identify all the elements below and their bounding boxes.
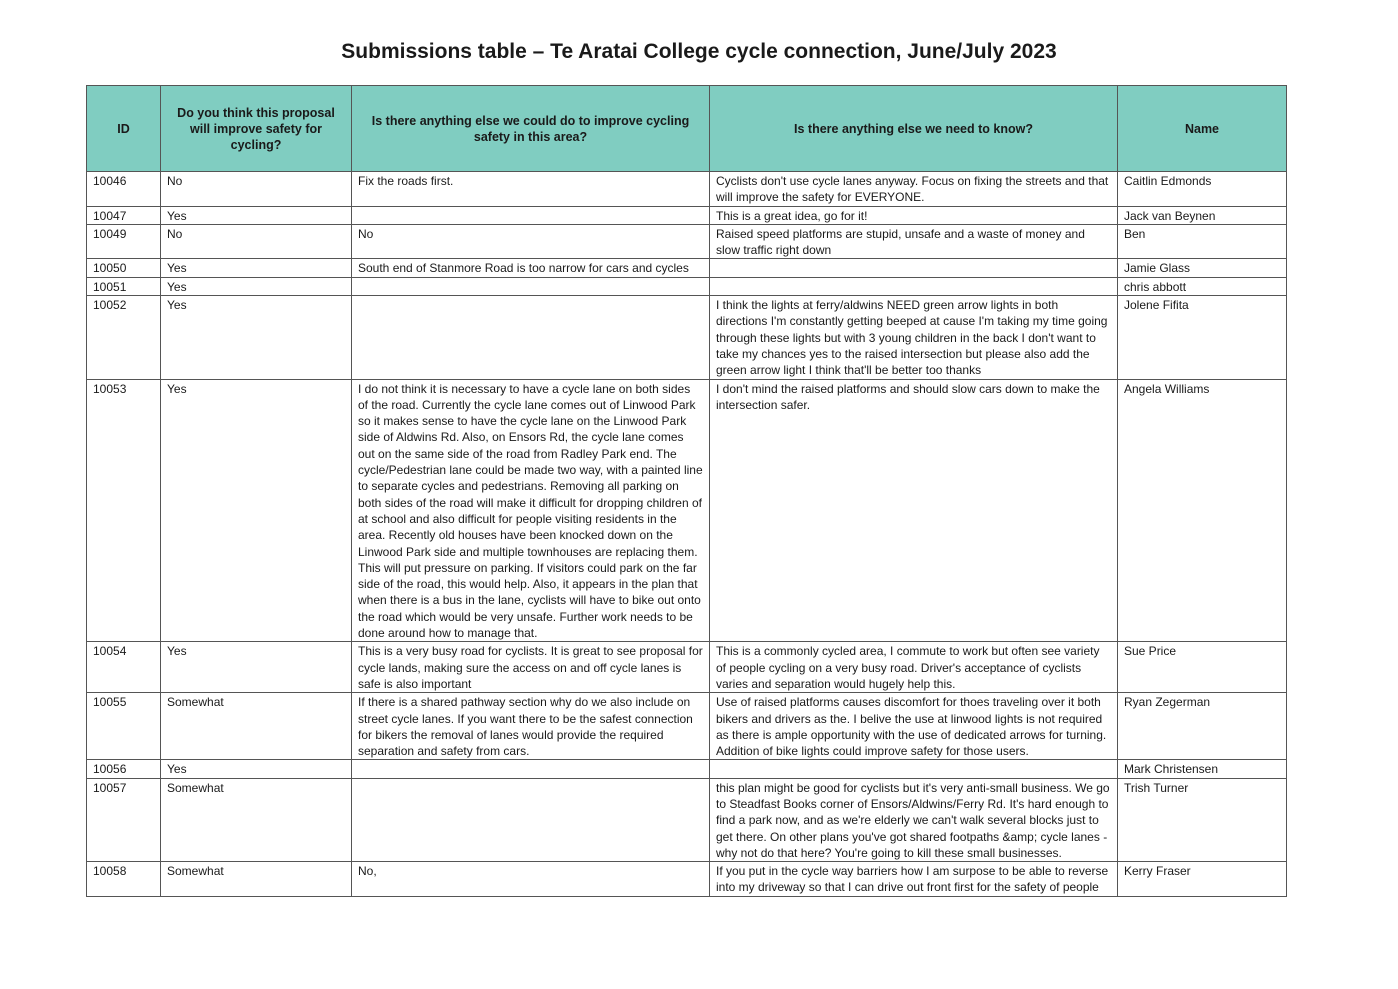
cell-name: Sue Price: [1118, 642, 1287, 693]
cell-anything-else-improve: Fix the roads first.: [352, 172, 710, 207]
cell-name: Kerry Fraser: [1118, 862, 1287, 897]
table-row: [87, 172, 1287, 207]
column-header-anything-else-know: Is there anything else we need to know?: [710, 86, 1118, 172]
cell-name: Ryan Zegerman: [1118, 693, 1287, 760]
cell-id: 10051: [87, 277, 161, 295]
cell-id: 10055: [87, 693, 161, 760]
cell-anything-else-improve: No: [352, 224, 710, 259]
table-header-row: [87, 86, 1287, 172]
column-header-improve-safety: Do you think this proposal will improve safety for cycling?: [161, 86, 352, 172]
cell-name: Caitlin Edmonds: [1118, 172, 1287, 207]
cell-name: Jack van Beynen: [1118, 206, 1287, 224]
table-row: [87, 224, 1287, 259]
cell-improve-safety: Yes: [161, 206, 352, 224]
cell-anything-else-improve: This is a very busy road for cyclists. It is great to see proposal for cycle lands, making sure the access on and off cycle lanes is safe is also important: [352, 642, 710, 693]
cell-anything-else-improve: No,: [352, 862, 710, 897]
table-row: [87, 862, 1287, 897]
column-header-id: ID: [87, 86, 161, 172]
cell-id: 10049: [87, 224, 161, 259]
cell-improve-safety: Yes: [161, 296, 352, 379]
column-header-name: Name: [1118, 86, 1287, 172]
cell-anything-else-know: If you put in the cycle way barriers how I am surpose to be able to reverse into my driveway so that I can drive out front first for the safety of people: [710, 862, 1118, 897]
cell-anything-else-know: [710, 259, 1118, 277]
cell-improve-safety: Yes: [161, 259, 352, 277]
cell-id: 10058: [87, 862, 161, 897]
cell-improve-safety: Somewhat: [161, 862, 352, 897]
cell-anything-else-know: this plan might be good for cyclists but it's very anti-small business. We go to Steadfast Books corner of Ensors/Aldwins/Ferry Rd. It's hard enough to find a park now, and as we're elderly we can't walk several blocks just to get there. On other plans you've got shared footpaths &amp; cycle lanes - why not do that here? You're going to kill these small businesses.: [710, 778, 1118, 861]
cell-id: 10057: [87, 778, 161, 861]
cell-name: chris abbott: [1118, 277, 1287, 295]
cell-id: 10052: [87, 296, 161, 379]
cell-id: 10054: [87, 642, 161, 693]
cell-anything-else-improve: [352, 277, 710, 295]
cell-id: 10056: [87, 760, 161, 778]
cell-name: Angela Williams: [1118, 379, 1287, 642]
cell-improve-safety: No: [161, 172, 352, 207]
cell-anything-else-improve: South end of Stanmore Road is too narrow for cars and cycles: [352, 259, 710, 277]
cell-name: Mark Christensen: [1118, 760, 1287, 778]
cell-anything-else-know: I think the lights at ferry/aldwins NEED green arrow lights in both directions I'm constantly getting beeped at cause I'm taking my time going through these lights but with 3 young children in the back I don't want to take my chances yes to the raised intersection but please also add the green arrow light I think that'll be better too thanks: [710, 296, 1118, 379]
cell-anything-else-improve: [352, 760, 710, 778]
column-header-anything-else-improve: Is there anything else we could do to improve cycling safety in this area?: [352, 86, 710, 172]
cell-anything-else-know: I don't mind the raised platforms and should slow cars down to make the intersection safer.: [710, 379, 1118, 642]
cell-anything-else-know: Use of raised platforms causes discomfort for thoes traveling over it both bikers and drivers as the. I belive the use at linwood lights is not required as there is ample opportunity with the use of dedicated arrows for turning. Addition of bike lights could improve safety for those users.: [710, 693, 1118, 760]
table-row: [87, 642, 1287, 693]
cell-anything-else-improve: I do not think it is necessary to have a cycle lane on both sides of the road. Currently the cycle lane comes out of Linwood Park so it makes sense to have the cycle lane on the Linwood Park side of Aldwins Rd. Also, on Ensors Rd, the cycle lane comes out on the same side of the road from Radley Park end. The cycle/Pedestrian lane could be made two way, with a painted line to separate cycles and pedestrians. Removing all parking on both sides of the road will make it difficult for dropping children of at school and also difficult for people visiting residents in the area. Recently old houses have been knocked down on the Linwood Park side and multiple townhouses are replacing them. This will put pressure on parking. If visitors could park on the far side of the road, this would help. Also, it appears in the plan that when there is a bus in the lane, cyclists will have to bike out onto the road which would be very unsafe. Further work needs to be done around how to manage that.: [352, 379, 710, 642]
cell-name: Trish Turner: [1118, 778, 1287, 861]
cell-id: 10046: [87, 172, 161, 207]
table-row: [87, 760, 1287, 778]
cell-name: Ben: [1118, 224, 1287, 259]
page-title: Submissions table – Te Aratai College cycle connection, June/July 2023: [341, 40, 1057, 63]
cell-anything-else-know: Raised speed platforms are stupid, unsafe and a waste of money and slow traffic right down: [710, 224, 1118, 259]
cell-anything-else-improve: [352, 778, 710, 861]
table-row: [87, 206, 1287, 224]
cell-id: 10047: [87, 206, 161, 224]
cell-anything-else-improve: [352, 206, 710, 224]
cell-id: 10053: [87, 379, 161, 642]
cell-anything-else-know: [710, 277, 1118, 295]
table-row: [87, 379, 1287, 642]
cell-anything-else-know: Cyclists don't use cycle lanes anyway. Focus on fixing the streets and that will improve the safety for EVERYONE.: [710, 172, 1118, 207]
cell-improve-safety: Yes: [161, 642, 352, 693]
cell-improve-safety: No: [161, 224, 352, 259]
cell-anything-else-know: [710, 760, 1118, 778]
table-row: [87, 296, 1287, 379]
table-row: [87, 259, 1287, 277]
cell-anything-else-improve: If there is a shared pathway section why do we also include on street cycle lanes. If you want there to be the safest connection for bikers the removal of lanes would provide the required separation and safety from cars.: [352, 693, 710, 760]
cell-improve-safety: Yes: [161, 379, 352, 642]
table-row: [87, 693, 1287, 760]
cell-id: 10050: [87, 259, 161, 277]
table-row: [87, 778, 1287, 861]
cell-anything-else-know: This is a commonly cycled area, I commute to work but often see variety of people cycling on a very busy road. Driver's acceptance of cyclists varies and separation would hugely help this.: [710, 642, 1118, 693]
cell-anything-else-improve: [352, 296, 710, 379]
cell-improve-safety: Somewhat: [161, 693, 352, 760]
cell-improve-safety: Yes: [161, 760, 352, 778]
submissions-table: [86, 85, 1287, 897]
cell-improve-safety: Somewhat: [161, 778, 352, 861]
cell-improve-safety: Yes: [161, 277, 352, 295]
table-row: [87, 277, 1287, 295]
cell-anything-else-know: This is a great idea, go for it!: [710, 206, 1118, 224]
cell-name: Jamie Glass: [1118, 259, 1287, 277]
cell-name: Jolene Fifita: [1118, 296, 1287, 379]
